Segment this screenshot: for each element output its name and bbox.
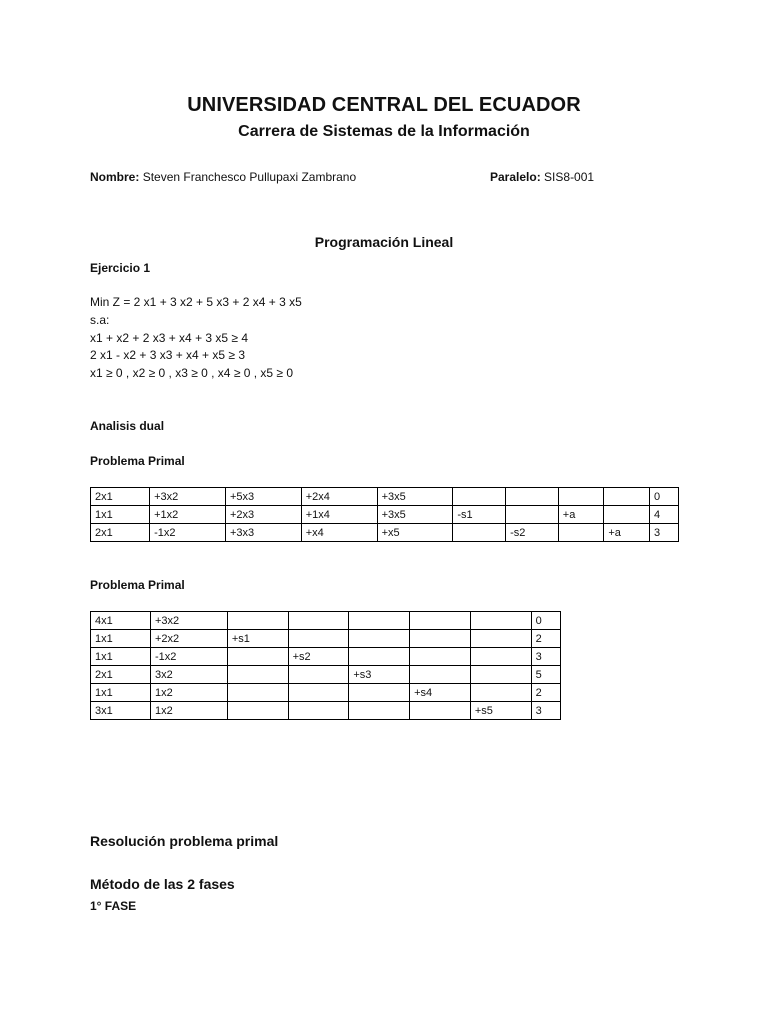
table-cell	[506, 488, 559, 506]
table-row	[91, 506, 679, 524]
table-cell: +x4	[301, 524, 377, 542]
table-cell: 0	[649, 488, 678, 506]
table-cell	[470, 648, 531, 666]
table-cell: 1x2	[150, 702, 227, 720]
table-cell: +1x2	[150, 506, 226, 524]
table-cell: +s5	[470, 702, 531, 720]
table-cell: 1x1	[91, 630, 151, 648]
table-cell	[227, 684, 288, 702]
table-row	[91, 684, 561, 702]
table-cell: +1x4	[301, 506, 377, 524]
exercise-label: Ejercicio 1	[90, 261, 151, 275]
table-cell: 4	[649, 506, 678, 524]
name-label: Nombre:	[90, 170, 140, 184]
table-cell: +x5	[377, 524, 453, 542]
table-cell	[349, 702, 410, 720]
table-cell: +5x3	[225, 488, 301, 506]
subject-to-line: s.a:	[90, 313, 110, 327]
table-cell	[288, 630, 349, 648]
primal-table-1	[90, 487, 679, 542]
table-cell: 1x1	[91, 648, 151, 666]
resolution-heading: Resolución problema primal	[90, 833, 279, 849]
table-cell	[558, 524, 604, 542]
table-cell	[558, 488, 604, 506]
table-cell	[470, 612, 531, 630]
table-cell	[410, 702, 471, 720]
table-cell	[227, 612, 288, 630]
table-cell	[410, 666, 471, 684]
table-cell: 2x1	[91, 488, 150, 506]
table-cell	[349, 648, 410, 666]
table-cell: +3x2	[150, 488, 226, 506]
table-cell: 1x2	[150, 684, 227, 702]
table-row	[91, 488, 679, 506]
table-cell: +3x2	[150, 612, 227, 630]
table-cell: +2x3	[225, 506, 301, 524]
table-cell	[349, 684, 410, 702]
group-value: SIS8-001	[544, 170, 595, 184]
phase-label: 1° FASE	[90, 899, 137, 913]
table-cell	[410, 630, 471, 648]
group-label: Paralelo:	[490, 170, 541, 184]
table-row	[91, 630, 561, 648]
table-cell: 3x1	[91, 702, 151, 720]
table-cell: 2	[531, 630, 560, 648]
table-cell: 3	[531, 648, 560, 666]
table-cell: -s2	[506, 524, 559, 542]
table-cell: +a	[604, 524, 650, 542]
table-cell	[604, 506, 650, 524]
table-cell	[410, 612, 471, 630]
table-cell: -1x2	[150, 648, 227, 666]
table-cell	[453, 524, 506, 542]
table-cell: 1x1	[91, 506, 150, 524]
method-heading: Método de las 2 fases	[90, 876, 235, 892]
student-group	[490, 170, 594, 184]
table-cell: 2	[531, 684, 560, 702]
objective-line: Min Z = 2 x1 + 3 x2 + 5 x3 + 2 x4 + 3 x5	[90, 295, 302, 309]
table-row	[91, 666, 561, 684]
constraint-line-2: 2 x1 - x2 + 3 x3 + x4 + x5 ≥ 3	[90, 348, 246, 362]
table-cell	[288, 666, 349, 684]
table-cell: +s4	[410, 684, 471, 702]
table-cell: +2x2	[150, 630, 227, 648]
name-value: Steven Franchesco Pullupaxi Zambrano	[142, 170, 357, 184]
career-subtitle: Carrera de Sistemas de la Información	[238, 123, 530, 140]
primal-table-2	[90, 611, 561, 720]
table-cell: +s2	[288, 648, 349, 666]
table-row	[91, 524, 679, 542]
table-cell	[288, 702, 349, 720]
table-cell: 1x1	[91, 684, 151, 702]
table-cell	[349, 630, 410, 648]
table-cell	[227, 666, 288, 684]
table2-label: Problema Primal	[90, 578, 185, 592]
table-cell: 3	[649, 524, 678, 542]
constraint-line-1: x1 + x2 + 2 x3 + x4 + 3 x5 ≥ 4	[90, 331, 249, 345]
university-title: UNIVERSIDAD CENTRAL DEL ECUADOR	[187, 94, 581, 116]
table-cell: 0	[531, 612, 560, 630]
table-cell	[604, 488, 650, 506]
table-cell: +3x3	[225, 524, 301, 542]
table-cell: -1x2	[150, 524, 226, 542]
table-cell	[453, 488, 506, 506]
student-name	[90, 170, 356, 184]
table-cell	[227, 648, 288, 666]
nonnegativity-line: x1 ≥ 0 , x2 ≥ 0 , x3 ≥ 0 , x4 ≥ 0 , x5 ≥ 0	[90, 366, 294, 380]
table-cell	[349, 612, 410, 630]
table-cell: +2x4	[301, 488, 377, 506]
table-cell: 5	[531, 666, 560, 684]
table1-label: Problema Primal	[90, 454, 185, 468]
table-cell	[470, 684, 531, 702]
table-row	[91, 702, 561, 720]
table-row	[91, 648, 561, 666]
table-cell: +3x5	[377, 488, 453, 506]
dual-analysis-label: Analisis dual	[90, 419, 165, 433]
table-cell	[288, 612, 349, 630]
table-cell: -s1	[453, 506, 506, 524]
table-cell: +a	[558, 506, 604, 524]
table-cell	[470, 666, 531, 684]
table-cell: +s1	[227, 630, 288, 648]
table-row	[91, 612, 561, 630]
table-cell	[410, 648, 471, 666]
table-cell	[227, 702, 288, 720]
table-cell: 2x1	[91, 524, 150, 542]
table-cell: 2x1	[91, 666, 151, 684]
section-title: Programación Lineal	[314, 234, 454, 250]
table-cell	[506, 506, 559, 524]
table-cell	[288, 684, 349, 702]
table-cell: 4x1	[91, 612, 151, 630]
table-cell	[470, 630, 531, 648]
table-cell: 3x2	[150, 666, 227, 684]
table-cell: +s3	[349, 666, 410, 684]
table-cell: +3x5	[377, 506, 453, 524]
table-cell: 3	[531, 702, 560, 720]
